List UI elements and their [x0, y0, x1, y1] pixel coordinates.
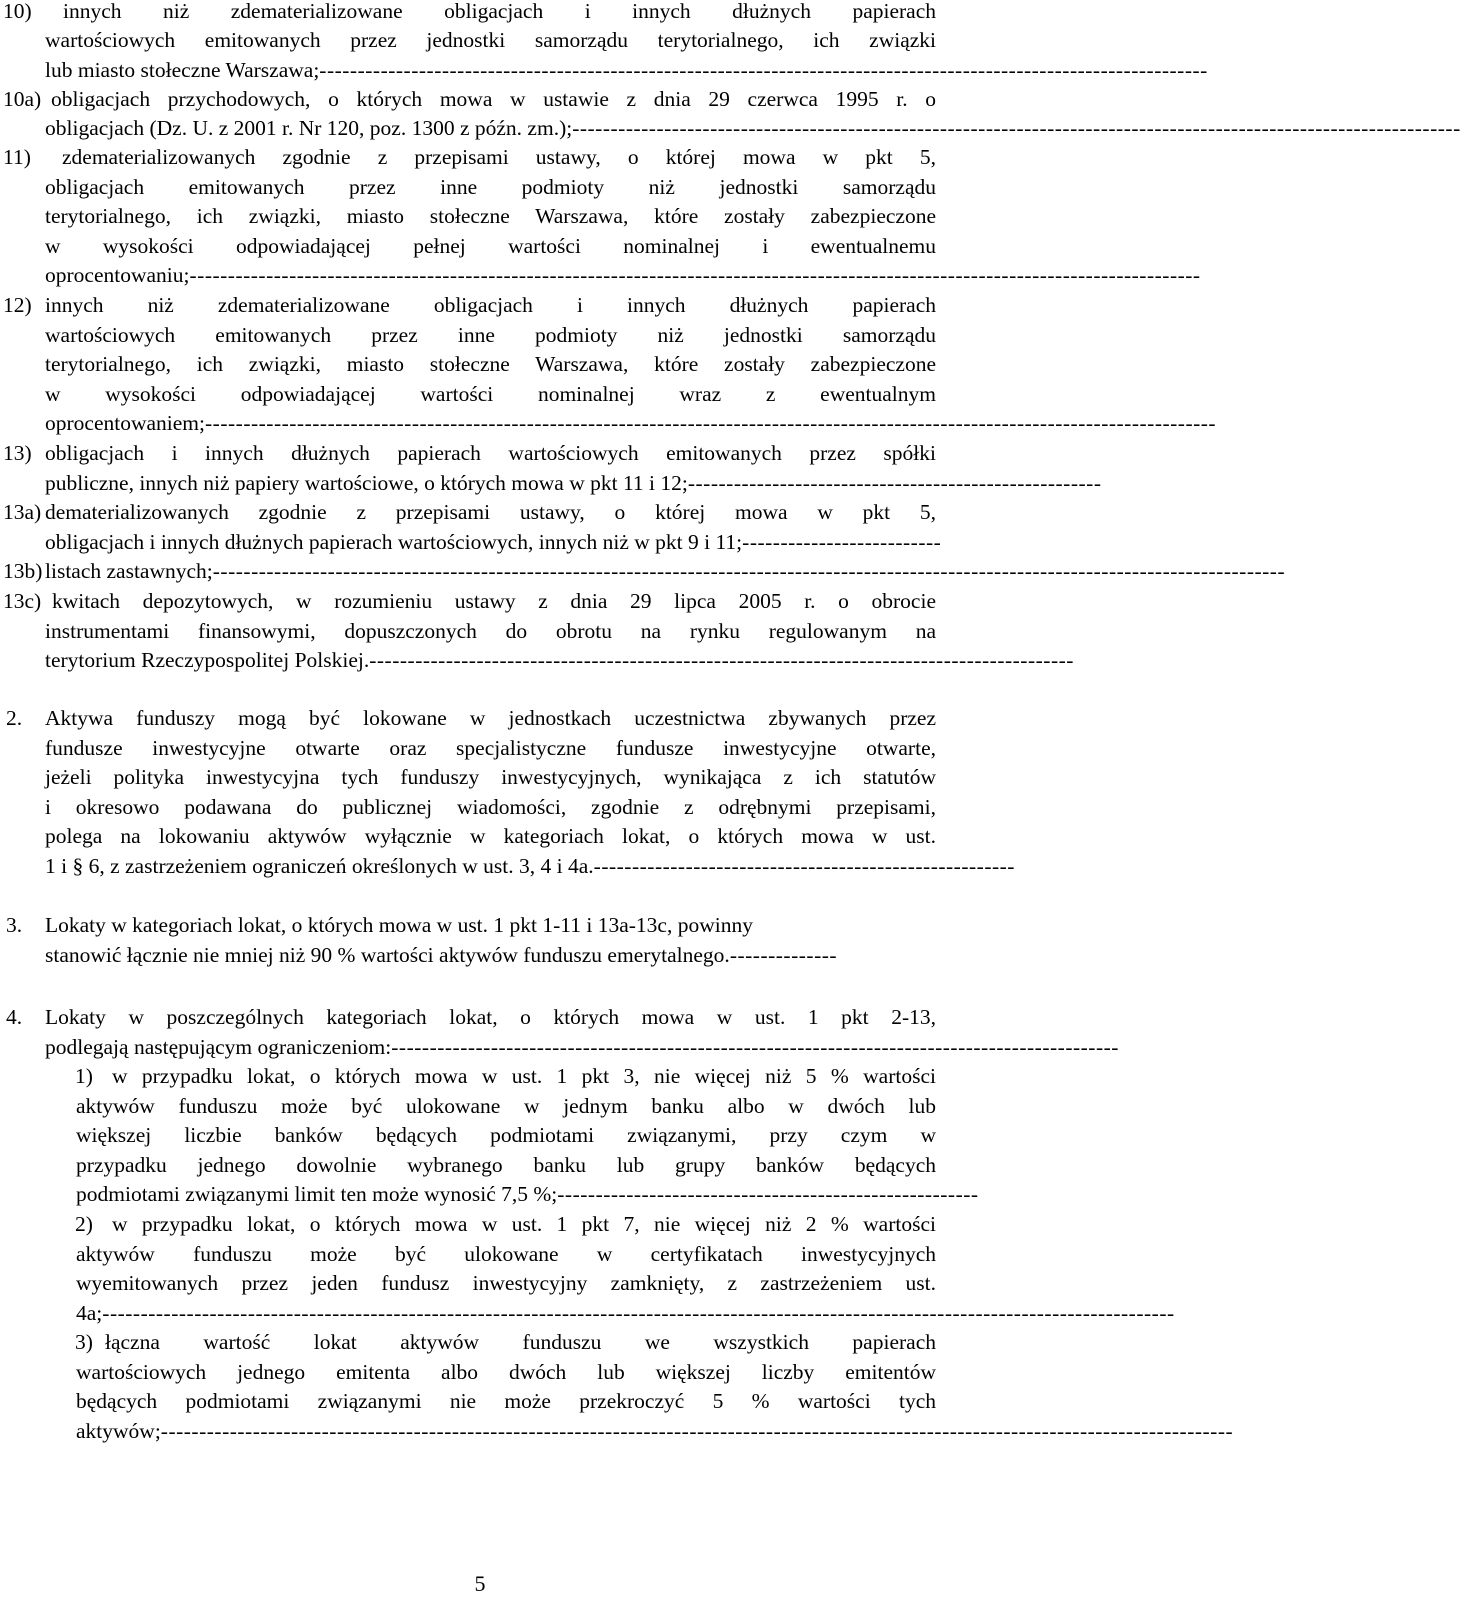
item-line: obligacjach (Dz. U. z 2001 r. Nr 120, poz. 1300 z późn. zm.); [45, 116, 573, 140]
item-line: terytorialnego, ich związki, miasto stołeczne Warszawa, które zostały zabezpieczone [45, 352, 936, 376]
subitem-line: wartościowych jednego emitenta albo dwóch lub większej liczby emitentów [76, 1359, 936, 1384]
item-line-with-dashes [45, 557, 1286, 587]
item-line: wartościowych emitowanych przez inne podmioty niż jednostki samorządu [45, 322, 936, 347]
item-line: publiczne, innych niż papiery wartościowe, o których mowa w pkt 11 i 12; [45, 470, 688, 495]
item-line-with-dashes [45, 646, 1074, 676]
item-line: obligacjach i innych dłużnych papierach wartościowych emitowanych przez spółki [45, 441, 936, 465]
item-line-with-dashes [45, 261, 1201, 291]
item-line: obligacjach przychodowych, o których mowa w ustawie z dnia 29 czerwca 1995 r. o [51, 87, 936, 111]
section-line: i okresowo podawana do publicznej wiadomości, zgodnie z odrębnymi przepisami, [45, 794, 936, 819]
dash-leader: ------------------------------------------------------ [687, 470, 1102, 495]
dash-leader: -------------------------------------------------------------------------------------------------------------------- [572, 116, 1461, 140]
item-line: zdematerializowanych zgodnie z przepisami ustawy, o której mowa w pkt 5, [62, 145, 936, 169]
item-line: kwitach depozytowych, w rozumieniu ustawy z dnia 29 lipca 2005 r. o obrocie [52, 589, 936, 613]
subitem-line: przypadku jednego dowolnie wybranego banku lub grupy banków będących [76, 1152, 936, 1177]
item-line: terytorialnego, ich związki, miasto stołeczne Warszawa, które zostały zabezpieczone [45, 204, 936, 228]
section-line: podlegają następującym ograniczeniom: [45, 1034, 392, 1059]
section-line: fundusze inwestycyjne otwarte oraz specjalistyczne fundusze inwestycyjne otwarte, [45, 735, 936, 760]
item-line: terytorium Rzeczypospolitej Polskiej. [45, 648, 370, 672]
item-line: innych niż zdematerializowane obligacjach i innych dłużnych papierach [63, 0, 936, 23]
item-line-with-dashes [45, 114, 1461, 144]
section-label: 3. [6, 913, 23, 937]
dash-leader: -------------------------------------------------------------------------------------------- [369, 648, 1074, 672]
subitem-line: będących podmiotami związanymi nie może przekroczyć 5 % wartości tych [76, 1389, 936, 1413]
item-line: listach zastawnych; [45, 559, 213, 583]
item-line: lub miasto stołeczne Warszawa; [45, 57, 320, 82]
dash-leader: ------------------------------------------------------------------------------------------------------------------------------------ [189, 263, 1201, 287]
item-line: oprocentowaniu; [45, 263, 190, 287]
dash-leader: -------------------------- [742, 529, 942, 554]
subitem-line: aktywów; [76, 1418, 161, 1443]
subitem-label: 3) [75, 1330, 93, 1354]
section-label: 4. [6, 1005, 23, 1029]
item-line: obligacjach emitowanych przez inne podmioty niż jednostki samorządu [45, 174, 936, 199]
item-label: 13a) [3, 500, 42, 524]
dash-leader: ------------------------------------------------------- [557, 1182, 979, 1206]
subitem-line: aktywów funduszu może być ulokowane w jednym banku albo w dwóch lub [76, 1093, 936, 1118]
item-label: 13) [3, 441, 32, 465]
dash-leader: -------------------------------------------------------------------------------------------------------------------------------------------- [212, 559, 1286, 583]
subitem-line: podmiotami związanymi limit ten może wynosić 7,5 %; [76, 1182, 558, 1206]
section-line-with-dashes [45, 1033, 1119, 1063]
section-line: 1 i § 6, z zastrzeżeniem ograniczeń określonych w ust. 3, 4 i 4a. [45, 853, 594, 878]
subitem-line: 4a; [76, 1300, 103, 1325]
section-line: Lokaty w poszczególnych kategoriach lokat, o których mowa w ust. 1 pkt 2-13, [45, 1005, 936, 1029]
dash-leader: ------------------------------------------------------- [593, 853, 1015, 878]
section-label: 2. [6, 706, 23, 730]
section-line: jeżeli polityka inwestycyjna tych funduszy inwestycyjnych, wynikająca z ich statutów [45, 765, 936, 789]
section-line-with-dashes [45, 941, 925, 971]
item-line: w wysokości odpowiadającej wartości nominalnej wraz z ewentualnym [45, 381, 936, 406]
subitem-line: większej liczbie banków będących podmiotami związanymi, przy czym w [76, 1123, 936, 1147]
section-line: Aktywa funduszy mogą być lokowane w jednostkach uczestnictwa zbywanych przez [45, 706, 936, 730]
item-line-with-dashes [45, 56, 1208, 86]
subitem-line-with-dashes [76, 1417, 1234, 1447]
item-line: instrumentami finansowymi, dopuszczonych do obrotu na rynku regulowanym na [45, 618, 936, 643]
item-line-with-dashes [45, 469, 1102, 499]
dash-leader: ------------------------------------------------------------------------------------------------------------------------------------ [205, 411, 1217, 435]
item-line: w wysokości odpowiadającej pełnej wartości nominalnej i ewentualnemu [45, 233, 936, 258]
item-line: oprocentowaniem; [45, 411, 206, 435]
subitem-line-with-dashes [76, 1180, 979, 1210]
subitem-line: w przypadku lokat, o których mowa w ust. 1 pkt 3, nie więcej niż 5 % wartości [112, 1064, 936, 1088]
subitem-line: łączna wartość lokat aktywów funduszu we wszystkich papierach [105, 1330, 936, 1354]
section-line: polega na lokowaniu aktywów wyłącznie w kategoriach lokat, o których mowa w ust. [45, 824, 936, 848]
dash-leader: -------------------------------------------------------------------------------------------------------------------------------------------- [102, 1300, 1175, 1325]
section-line: Lokaty w kategoriach lokat, o których mowa w ust. 1 pkt 1-11 i 13a-13c, powinny [45, 913, 753, 937]
item-label: 12) [3, 293, 32, 317]
item-label: 10) [3, 0, 32, 23]
page-number: 5 [474, 1571, 486, 1596]
subitem-line: aktywów funduszu może być ulokowane w certyfikatach inwestycyjnych [76, 1241, 936, 1266]
subitem-line: wyemitowanych przez jeden fundusz inwestycyjny zamknięty, z zastrzeżeniem ust. [76, 1271, 936, 1295]
subitem-line: w przypadku lokat, o których mowa w ust. 1 pkt 7, nie więcej niż 2 % wartości [112, 1212, 936, 1236]
subitem-line-with-dashes [76, 1299, 1175, 1329]
dash-leader: -------------- [729, 942, 838, 967]
dash-leader: -------------------------------------------------------------------------------------------------------------------------------------------- [160, 1418, 1234, 1443]
dash-leader: ----------------------------------------------------------------------------------------------- [391, 1034, 1119, 1059]
section-line: stanowić łącznie nie mniej niż 90 % wartości aktywów funduszu emerytalnego. [45, 942, 730, 967]
item-line: wartościowych emitowanych przez jednostki samorządu terytorialnego, ich związki [45, 28, 936, 52]
item-label: 10a) [3, 87, 42, 111]
item-line: obligacjach i innych dłużnych papierach wartościowych, innych niż w pkt 9 i 11; [45, 529, 743, 554]
subitem-label: 2) [75, 1212, 93, 1236]
item-label: 11) [3, 145, 31, 169]
item-line: innych niż zdematerializowane obligacjach i innych dłużnych papierach [45, 293, 936, 317]
subitem-label: 1) [75, 1064, 93, 1088]
item-label: 13b) [3, 559, 43, 583]
item-line: dematerializowanych zgodnie z przepisami ustawy, o której mowa w pkt 5, [45, 500, 936, 524]
item-line-with-dashes [45, 528, 942, 558]
section-line-with-dashes [45, 852, 1015, 882]
item-label: 13c) [3, 589, 42, 613]
item-line-with-dashes [45, 409, 1217, 439]
dash-leader: -------------------------------------------------------------------------------------------------------------------- [319, 57, 1208, 82]
